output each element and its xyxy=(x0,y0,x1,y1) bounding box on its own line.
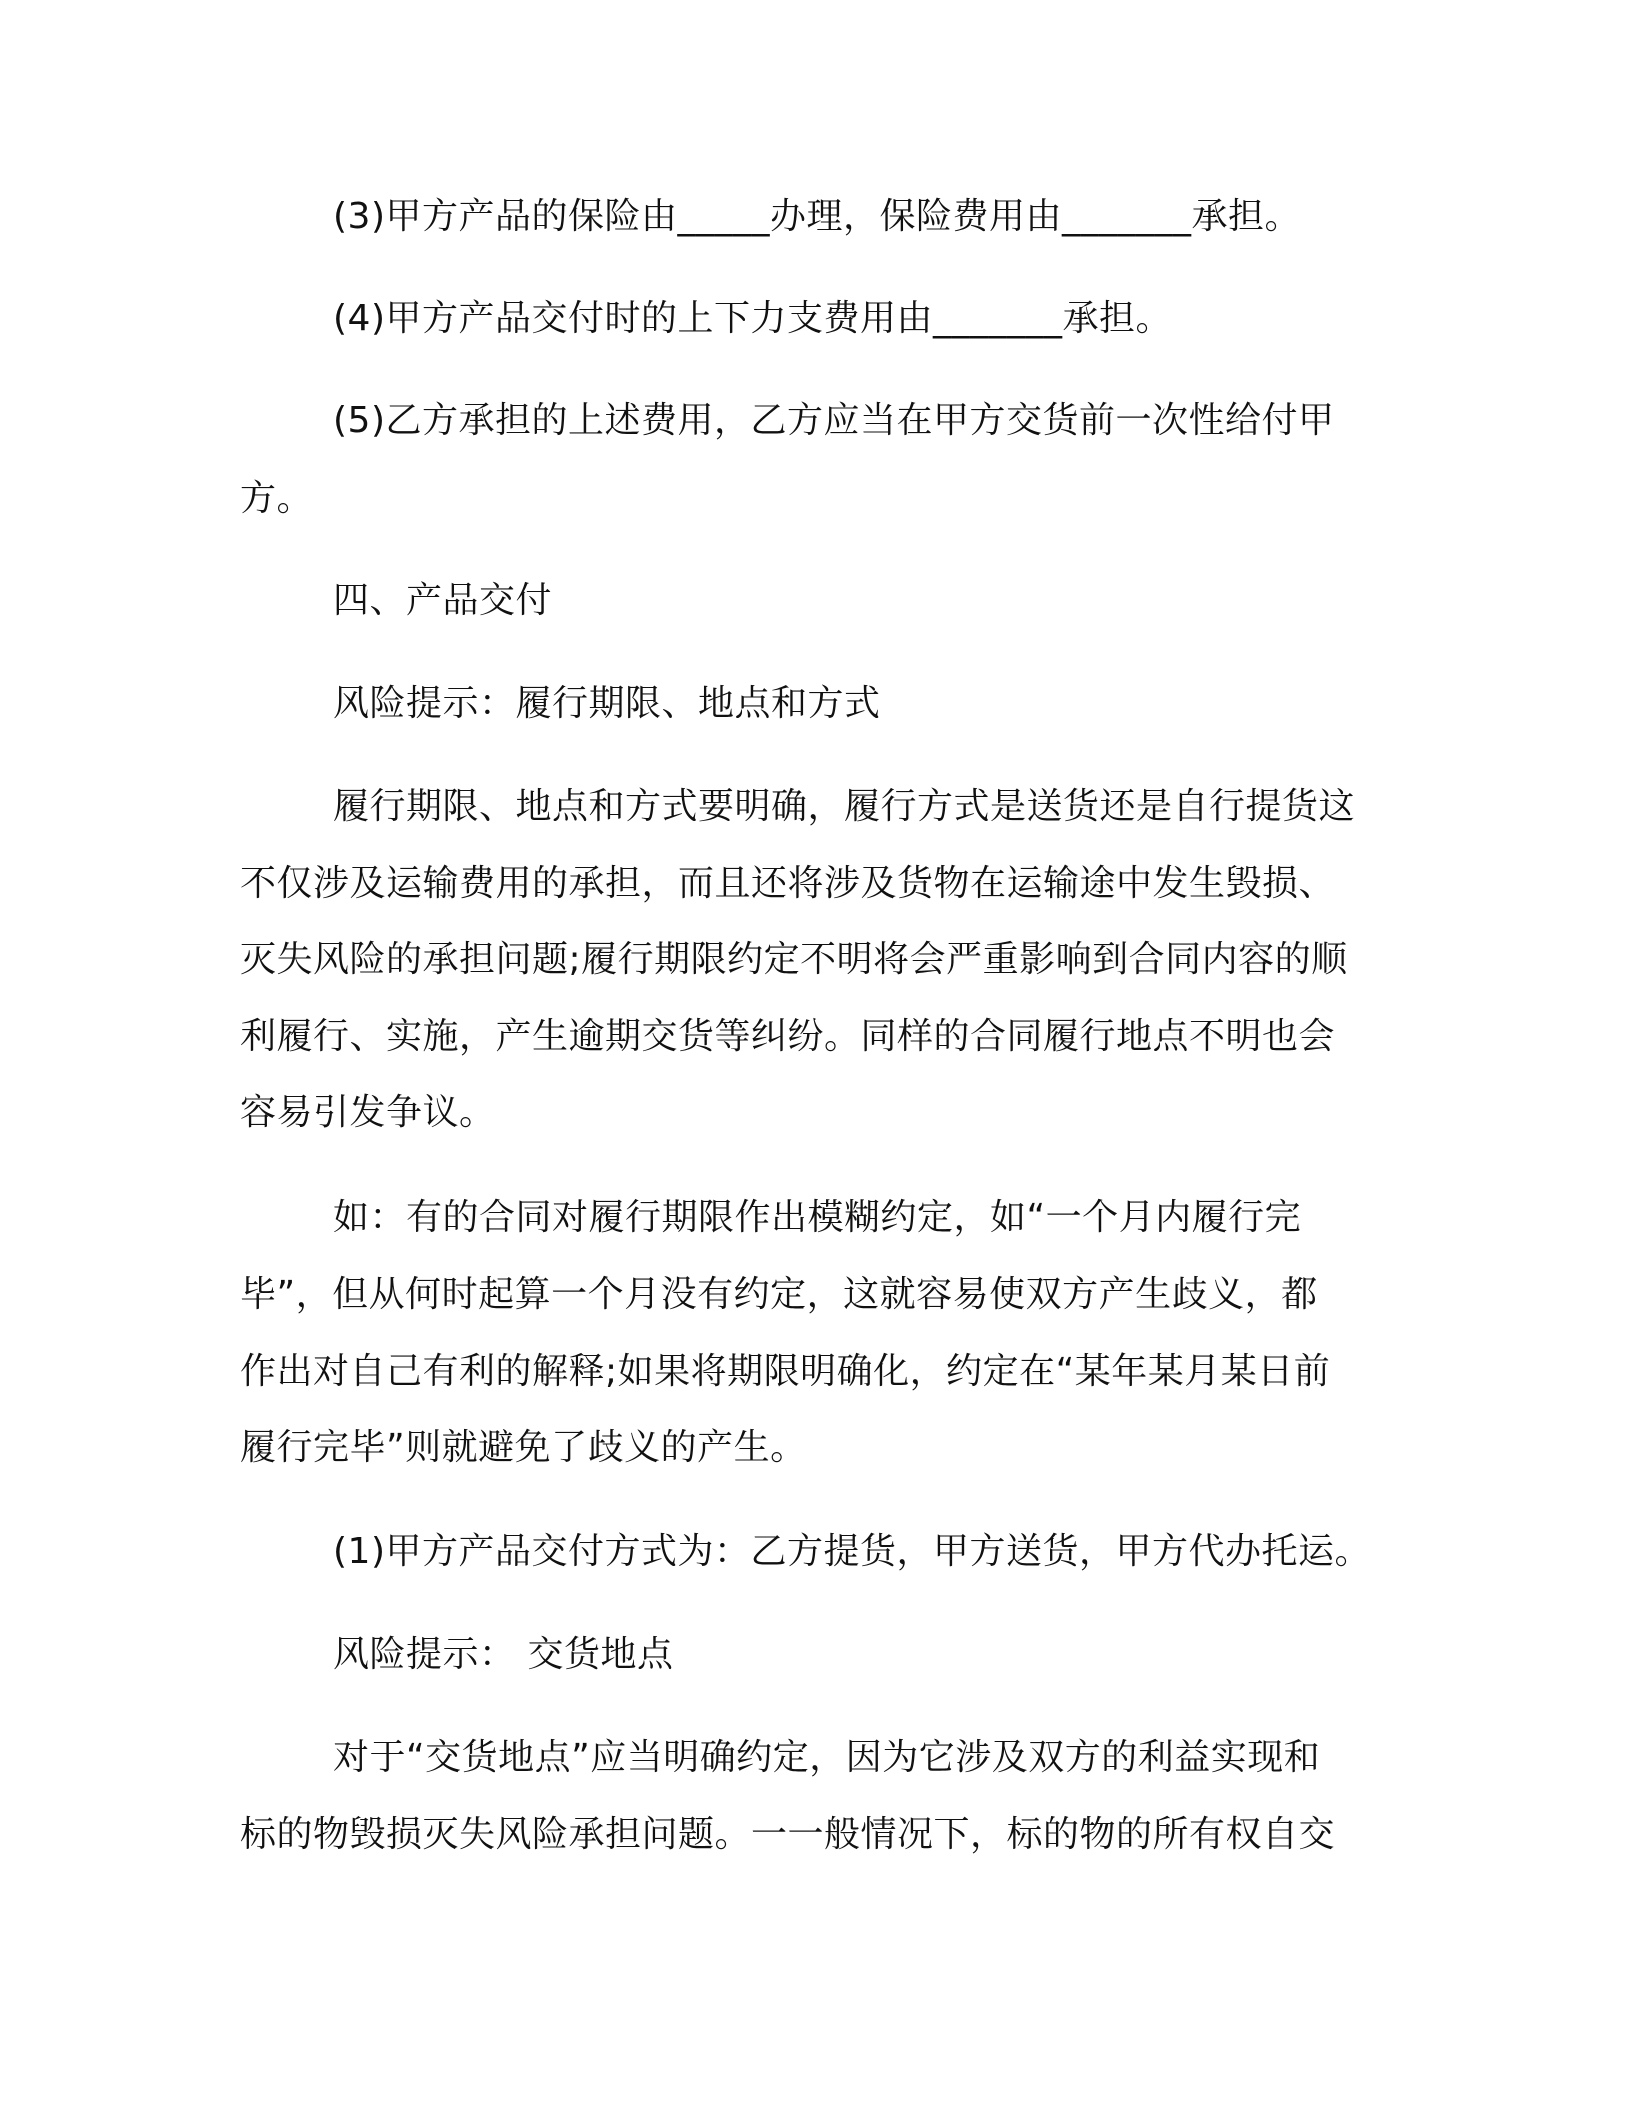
clause-5-payment-line-1: (5)乙方承担的上述费用，乙方应当在甲方交货前一次性给付甲 xyxy=(333,400,1335,441)
clause-3-insurance: (3)甲方产品的保险由_____办理，保险费用由_______承担。 xyxy=(333,196,1301,237)
risk-paragraph-1-line-1: 履行期限、地点和方式要明确，履行方式是送货还是自行提货这 xyxy=(333,786,1356,827)
example-paragraph-line-4: 履行完毕”则就避免了歧义的产生。 xyxy=(240,1427,807,1468)
risk-paragraph-1-line-5: 容易引发争议。 xyxy=(240,1092,496,1133)
risk-tip-heading-1: 风险提示：履行期限、地点和方式 xyxy=(333,683,881,724)
risk-paragraph-1-line-3: 灭失风险的承担问题;履行期限约定不明将会严重影响到合同内容的顺 xyxy=(240,939,1348,980)
example-paragraph-line-3: 作出对自己有利的解释;如果将期限明确化，约定在“某年某月某日前 xyxy=(240,1351,1331,1392)
risk-paragraph-1-line-2: 不仅涉及运输费用的承担，而且还将涉及货物在运输途中发生毁损、 xyxy=(240,863,1336,904)
risk-paragraph-2-line-1: 对于“交货地点”应当明确约定，因为它涉及双方的利益实现和 xyxy=(333,1737,1321,1778)
risk-paragraph-2-line-2: 标的物毁损灭失风险承担问题。一一般情况下，标的物的所有权自交 xyxy=(240,1814,1336,1855)
clause-1-delivery-method: (1)甲方产品交付方式为：乙方提货，甲方送货，甲方代办托运。 xyxy=(333,1531,1371,1572)
example-paragraph-line-2: 毕”，但从何时起算一个月没有约定，这就容易使双方产生歧义，都 xyxy=(240,1274,1318,1315)
risk-tip-heading-2: 风险提示： 交货地点 xyxy=(333,1634,674,1675)
example-paragraph-line-1: 如：有的合同对履行期限作出模糊约定，如“一个月内履行完 xyxy=(333,1197,1302,1238)
clause-5-payment-line-2: 方。 xyxy=(240,478,314,519)
clause-4-handling-fee: (4)甲方产品交付时的上下力支费用由_______承担。 xyxy=(333,298,1172,339)
section-heading-delivery: 四、产品交付 xyxy=(333,580,553,621)
risk-paragraph-1-line-4: 利履行、实施，产生逾期交货等纠纷。同样的合同履行地点不明也会 xyxy=(240,1016,1336,1057)
